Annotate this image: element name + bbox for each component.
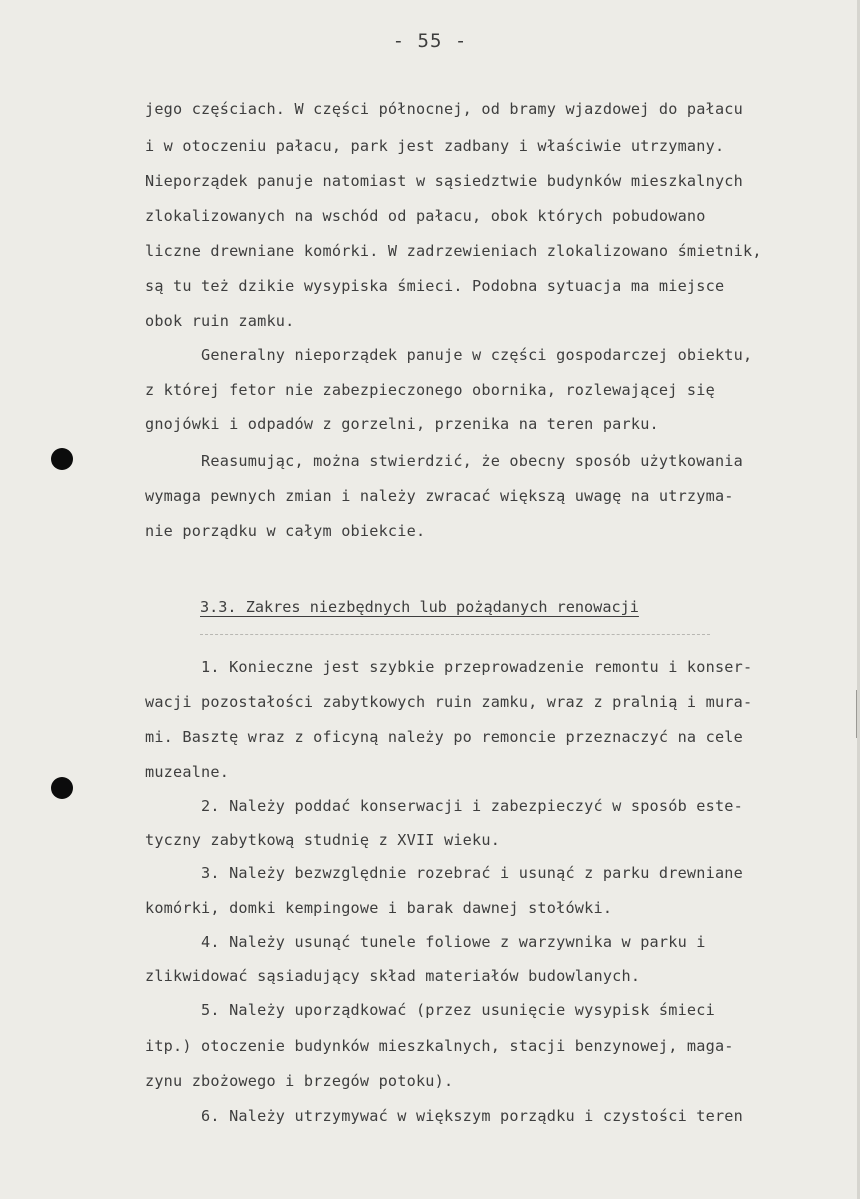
text-line: zlikwidować sąsiadujący skład materiałów budowlanych. <box>145 967 641 985</box>
text-line: Reasumując, można stwierdzić, że obecny sposób użytkowania <box>145 452 743 470</box>
text-line: 3. Należy bezwzględnie rozebrać i usunąć z parku drewniane <box>145 864 743 882</box>
text-line: i w otoczeniu pałacu, park jest zadbany i właściwie utrzymany. <box>145 137 725 155</box>
text-line: 2. Należy poddać konserwacji i zabezpieczyć w sposób este- <box>145 797 743 815</box>
text-line: Nieporządek panuje natomiast w sąsiedztwie budynków mieszkalnych <box>145 172 743 190</box>
text-line: zynu zbożowego i brzegów potoku). <box>145 1072 454 1090</box>
text-line: komórki, domki kempingowe i barak dawnej stołówki. <box>145 899 613 917</box>
section-heading: 3.3. Zakres niezbędnych lub pożądanych renowacji <box>200 598 639 616</box>
binder-hole-icon <box>51 448 73 470</box>
text-line: wacji pozostałości zabytkowych ruin zamku, wraz z pralnią i mura- <box>145 693 753 711</box>
text-line: 5. Należy uporządkować (przez usunięcie wysypisk śmieci <box>145 1001 715 1019</box>
text-line: 1. Konieczne jest szybkie przeprowadzenie remontu i konser- <box>145 658 753 676</box>
text-line: liczne drewniane komórki. W zadrzewieniach zlokalizowano śmietnik, <box>145 242 762 260</box>
text-line: zlokalizowanych na wschód od pałacu, obok których pobudowano <box>145 207 706 225</box>
text-line: wymaga pewnych zmian i należy zwracać większą uwagę na utrzyma- <box>145 487 734 505</box>
text-line: z której fetor nie zabezpieczonego obornika, rozlewającej się <box>145 381 715 399</box>
text-line: jego częściach. W części północnej, od bramy wjazdowej do pałacu <box>145 100 743 118</box>
text-line: są tu też dzikie wysypiska śmieci. Podobna sytuacja ma miejsce <box>145 277 725 295</box>
text-line: gnojówki i odpadów z gorzelni, przenika na teren parku. <box>145 415 659 433</box>
text-line: Generalny nieporządek panuje w części gospodarczej obiektu, <box>145 346 753 364</box>
text-line: obok ruin zamku. <box>145 312 295 330</box>
text-line: muzealne. <box>145 763 230 781</box>
text-line: mi. Basztę wraz z oficyną należy po remoncie przeznaczyć na cele <box>145 728 743 746</box>
text-line: itp.) otoczenie budynków mieszkalnych, stacji benzynowej, maga- <box>145 1037 734 1055</box>
divider <box>200 634 710 635</box>
page-number: - 55 - <box>392 30 468 52</box>
binder-hole-icon <box>51 777 73 799</box>
text-line: 4. Należy usunąć tunele foliowe z warzywnika w parku i <box>145 933 706 951</box>
text-line: 6. Należy utrzymywać w większym porządku i czystości teren <box>145 1107 743 1125</box>
text-line: nie porządku w całym obiekcie. <box>145 522 426 540</box>
text-line: tyczny zabytkową studnię z XVII wieku. <box>145 831 501 849</box>
